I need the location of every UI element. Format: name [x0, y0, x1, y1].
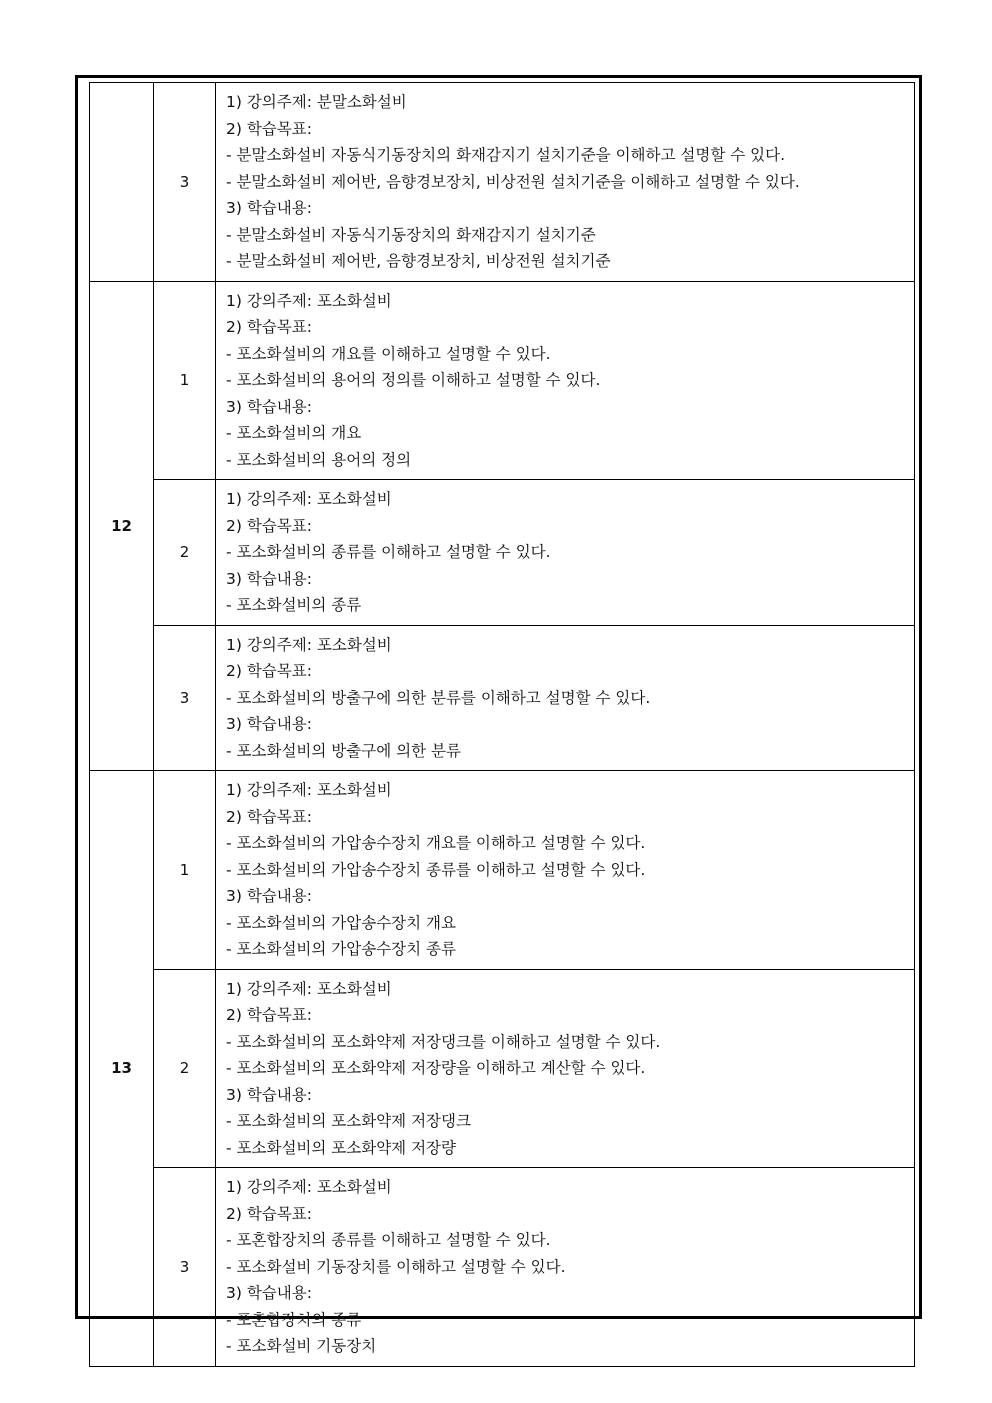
content-cell	[216, 771, 915, 970]
lecture-topic: 1) 강의주제: 포소화설비	[226, 979, 392, 998]
lecture-topic: 1) 강의주제: 포소화설비	[226, 490, 392, 508]
content-cell	[216, 969, 915, 1168]
objectives-heading: 2) 학습목표:	[226, 119, 312, 138]
objective-item: - 분말소화설비 제어반, 음향경보장치, 비상전원 설치기준을 이해하고 설명할 수 있다.	[226, 172, 800, 191]
content-item: - 포소화설비의 개요	[226, 424, 362, 442]
content-heading: 3) 학습내용:	[226, 1085, 312, 1104]
content-heading: 3) 학습내용:	[226, 887, 312, 905]
table-row	[90, 969, 915, 1168]
objectives-heading: 2) 학습목표:	[226, 1006, 312, 1024]
table-row	[90, 625, 915, 771]
objective-item: - 포소화설비의 가압송수장치 종류를 이해하고 설명할 수 있다.	[226, 860, 646, 879]
content-cell	[216, 480, 915, 626]
lecture-topic: 1) 강의주제: 분말소화설비	[226, 93, 407, 111]
objective-item: - 포소화설비의 가압송수장치 개요를 이해하고 설명할 수 있다.	[226, 834, 646, 852]
objective-item: - 포혼합장치의 종류를 이해하고 설명할 수 있다.	[226, 1231, 551, 1249]
content-cell	[216, 281, 915, 480]
content-item: - 포소화설비 기동장치	[226, 1337, 377, 1355]
content-item: - 분말소화설비 제어반, 음향경보장치, 비상전원 설치기준	[226, 252, 611, 270]
objective-item: - 포소화설비의 포소화약제 저장량을 이해하고 계산할 수 있다.	[226, 1059, 646, 1077]
objectives-heading: 2) 학습목표:	[226, 516, 312, 535]
session-cell: 3	[154, 1168, 216, 1367]
document-frame	[75, 75, 922, 1355]
objective-item: - 포소화설비 기동장치를 이해하고 설명할 수 있다.	[226, 1257, 566, 1276]
content-heading: 3) 학습내용:	[226, 569, 312, 588]
lecture-topic: 1) 강의주제: 포소화설비	[226, 291, 392, 310]
content-cell	[216, 83, 915, 282]
lecture-topic: 1) 강의주제: 포소화설비	[226, 1178, 392, 1196]
content-item: - 포소화설비의 포소화약제 저장댕크	[226, 1112, 471, 1130]
content-item: - 포혼합장치의 종류	[226, 1310, 362, 1329]
table-row	[90, 83, 915, 282]
content-cell	[216, 625, 915, 771]
objectives-heading: 2) 학습목표:	[226, 662, 312, 680]
content-item: - 분말소화설비 자동식기동장치의 화재감지기 설치기준	[226, 225, 596, 244]
objective-item: - 포소화설비의 방출구에 의한 분류를 이해하고 설명할 수 있다.	[226, 688, 651, 707]
objective-item: - 포소화설비의 용어의 정의를 이해하고 설명할 수 있다.	[226, 371, 601, 389]
objective-item: - 포소화설비의 포소화약제 저장댕크를 이해하고 설명할 수 있다.	[226, 1032, 661, 1051]
table-row	[90, 480, 915, 626]
content-item: - 포소화설비의 가압송수장치 종류	[226, 940, 456, 958]
table-row	[90, 281, 915, 480]
objectives-heading: 2) 학습목표:	[226, 807, 312, 826]
week-cell: 13	[90, 771, 154, 1367]
session-cell: 1	[154, 281, 216, 480]
objective-item: - 포소화설비의 개요를 이해하고 설명할 수 있다.	[226, 344, 551, 363]
content-item: - 포소화설비의 종류	[226, 596, 362, 614]
week-cell	[90, 83, 154, 282]
content-item: - 포소화설비의 방출구에 의한 분류	[226, 741, 461, 760]
session-cell: 3	[154, 83, 216, 282]
lecture-topic: 1) 강의주제: 포소화설비	[226, 635, 392, 654]
content-item: - 포소화설비의 가압송수장치 개요	[226, 913, 456, 932]
objective-item: - 분말소화설비 자동식기동장치의 화재감지기 설치기준을 이해하고 설명할 수 있다.	[226, 146, 786, 164]
table-row	[90, 1168, 915, 1367]
week-cell: 12	[90, 281, 154, 771]
session-cell: 3	[154, 625, 216, 771]
content-heading: 3) 학습내용:	[226, 1284, 312, 1302]
content-heading: 3) 학습내용:	[226, 397, 312, 416]
content-cell	[216, 1168, 915, 1367]
syllabus-table	[89, 82, 915, 1367]
objectives-heading: 2) 학습목표:	[226, 1204, 312, 1223]
objective-item: - 포소화설비의 종류를 이해하고 설명할 수 있다.	[226, 543, 551, 561]
session-cell: 2	[154, 480, 216, 626]
lecture-topic: 1) 강의주제: 포소화설비	[226, 781, 392, 799]
content-heading: 3) 학습내용:	[226, 199, 312, 217]
content-item: - 포소화설비의 포소화약제 저장량	[226, 1138, 456, 1157]
objectives-heading: 2) 학습목표:	[226, 318, 312, 336]
session-cell: 2	[154, 969, 216, 1168]
content-heading: 3) 학습내용:	[226, 715, 312, 733]
session-cell: 1	[154, 771, 216, 970]
table-row	[90, 771, 915, 970]
content-item: - 포소화설비의 용어의 정의	[226, 450, 412, 469]
